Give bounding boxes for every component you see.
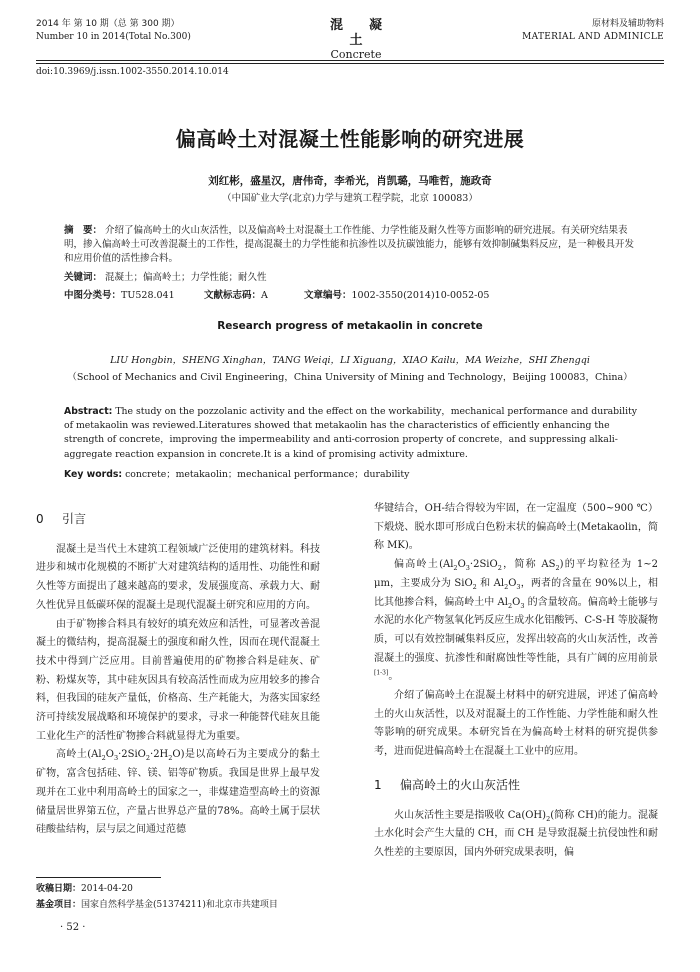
running-header — [36, 18, 664, 61]
header-rule-thin — [36, 63, 664, 64]
issue-info — [36, 18, 191, 44]
text-run: ，两者的含量在 90%以上，相比其他掺合料，偏高岭土中 Al — [374, 577, 658, 608]
paragraph: 混凝土是当代土木建筑工程领域广泛使用的建筑材料。科技进步和城市化规模的不断扩大对建筑结构的适用性、功能性和耐久性等方面提出了越来越高的要求，发展强度高、承载力大、耐久性优异且低碳环保的混凝土是现代混凝土研究和应用的方向。 — [36, 543, 320, 611]
subscript: 3 — [465, 564, 470, 573]
abstract-en-label: Abstract: — [64, 406, 113, 417]
section-heading-intro — [36, 510, 320, 529]
text-run: 高岭土(Al — [56, 749, 102, 761]
abstract-cn-label: 摘 要： — [64, 225, 103, 236]
section-number: 1 — [374, 777, 382, 792]
subscript: 2 — [546, 814, 551, 823]
section-heading-1 — [374, 776, 658, 795]
page-number: · 52 · — [60, 922, 86, 933]
text-run: 和 Al — [476, 577, 505, 589]
section-title: 偏高岭土的火山灰活性 — [400, 777, 521, 792]
paragraph — [374, 556, 658, 687]
citation-ref: [1-3] — [374, 670, 389, 677]
subscript: 2 — [472, 582, 477, 591]
keywords-cn — [64, 269, 267, 283]
keywords-cn-label: 关键词： — [64, 272, 103, 283]
body-column-left — [36, 510, 320, 840]
abstract-cn-text: 介绍了偏高岭土的火山灰活性，以及偏高岭土对混凝土工作性能、力学性能及耐久性等方面影响的研究进展。有关研究结果表明，掺入偏高岭土可改善混凝土的工作性，提高混凝土的力学性能和抗渗性以及抗碳蚀能力，能够有效抑制碱集料反应，是一种极具开发和应用价值的活性掺合料。 — [64, 225, 635, 265]
section-title: 引言 — [62, 512, 87, 526]
paper-title-cn: 偏高岭土对混凝土性能影响的研究进展 — [175, 127, 525, 151]
text-run: O — [105, 749, 114, 761]
clc-label: 中图分类号： — [64, 290, 122, 301]
subscript: 2 — [507, 601, 513, 610]
footnote-fund — [36, 897, 278, 910]
affiliation-cn: （中国矿业大学(北京)力学与建筑工程学院，北京 100083） — [222, 193, 478, 204]
article-number-label: 文章编号： — [304, 290, 352, 301]
text-run: ·2SiO — [469, 559, 498, 571]
section-info — [522, 18, 664, 44]
subscript: 3 — [113, 754, 119, 763]
text-run: ，简称 AS — [501, 559, 556, 571]
paragraph — [374, 807, 658, 863]
text-run: 。 — [388, 671, 399, 683]
body-column-right — [374, 500, 658, 863]
subscript: 2 — [453, 564, 458, 573]
fund-value: 国家自然科学基金(51374211)和北京市共建项目 — [81, 900, 278, 910]
received-label: 收稿日期： — [36, 884, 82, 894]
fund-label: 基金项目： — [36, 900, 82, 910]
subscript: 2 — [168, 754, 173, 763]
subscript: 2 — [555, 564, 560, 573]
abstract-cn — [64, 224, 638, 267]
keywords-cn-text: 混凝土；偏高岭土；力学性能；耐久性 — [105, 272, 267, 283]
doc-code-value: A — [261, 290, 268, 301]
text-run: O — [457, 559, 466, 571]
text-run: 的含量较高。偏高岭土能够与水泥的水化产物氢氧化钙反应生成水化铝酸钙、C-S-H 等胶凝物质，可以有效控制碱集料反应，发挥出较高的火山灰活性，改善混凝土的强度、抗渗性和耐腐蚀性等性能，具有广阔的应用前景 — [374, 596, 658, 664]
issue-cn: 2014 年 第 10 期（总 第 300 期） — [36, 19, 180, 29]
keywords-en-text: concrete；metakaolin；mechanical performance；durability — [125, 469, 410, 480]
section-en: MATERIAL AND ADMINICLE — [522, 32, 664, 42]
section-cn: 原材料及辅助物料 — [591, 19, 664, 29]
text-run: O — [508, 577, 517, 589]
text-run: ·2H — [150, 749, 169, 761]
abstract-en — [64, 405, 638, 462]
text-run: ·2SiO — [118, 749, 146, 761]
subscript: 2 — [101, 754, 106, 763]
text-run: 偏高岭土(Al — [394, 559, 454, 571]
abstract-en-text: The study on the pozzolanic activity and the effect on the workability，mechanical performance and durability of metakaolin was reviewed.Literatures showed that metakaolin has the characteristics of efficiently enhancing the strength of concrete，improving the impermeability and anti-corrosion property of concrete，and suppressing alkali-aggregate reaction expansion in concrete.It is a kind of promising activity admixture. — [64, 406, 638, 460]
text-run: (简称 CH)的能力。混凝土水化时会产生大量的 CH，而 CH 是导致混凝土抗侵蚀性和耐久性差的主要原因，国内外研究成果表明，偏 — [374, 809, 659, 858]
received-value: 2014-04-20 — [81, 884, 133, 894]
text-run: O)是以高岭石为主要成分的黏土矿物，富含包括硅、锌、镁、铝等矿物质。我国是世界上最早发现并在工业中利用高岭土的国家之一，非煤建造型高岭土的资源储量居世界第五位，产量占世界总产量的78%。高岭土属于层状硅酸盐结构，层与层之间通过范德 — [36, 749, 320, 836]
subscript: 2 — [497, 564, 502, 573]
journal-name-cn: 混凝土 — [329, 18, 408, 48]
paragraph: 介绍了偏高岭土在混凝土材料中的研究进展，评述了偏高岭土的火山灰活性，以及对混凝土的工作性能、力学性能和耐久性等影响的研究成果。本研究旨在为偏高岭土材料的研究提供参考，进而促进偏高岭土在混凝土工业中的应用。 — [374, 690, 658, 758]
doc-code — [204, 287, 268, 301]
paper-title-en: Research progress of metakaolin in concrete — [217, 320, 483, 332]
footnote-rule — [36, 877, 161, 878]
text-run: 火山灰活性主要是指吸收 Ca(OH) — [394, 809, 547, 821]
authors-en: LIU Hongbin，SHENG Xinghan，TANG Weiqi，LI Xiguang，XIAO Kailu，MA Weizhe，SHI Zhengqi — [110, 355, 590, 366]
journal-name — [296, 18, 416, 62]
section-number: 0 — [36, 512, 44, 526]
subscript: 2 — [504, 582, 509, 591]
clc — [64, 287, 175, 301]
paragraph — [36, 746, 320, 840]
keywords-en-label: Key words: — [64, 469, 123, 480]
footnote-received — [36, 881, 133, 894]
article-number-value: 1002-3550(2014)10-0052-05 — [351, 290, 490, 301]
clc-value: TU528.041 — [121, 290, 175, 301]
subscript: 2 — [145, 754, 151, 763]
issue-en: Number 10 in 2014(Total No.300) — [36, 32, 191, 42]
affiliation-en: （School of Mechanics and Civil Engineering，China University of Mining and Technology，Beijing 100083，China） — [67, 372, 633, 383]
journal-name-en: Concrete — [330, 48, 382, 61]
subscript: 3 — [516, 582, 521, 591]
subscript: 3 — [520, 601, 525, 610]
authors-cn: 刘红彬，盛星汉，唐伟奇，李希光，肖凯璐，马唯哲，施政奇 — [208, 175, 492, 187]
article-number — [304, 287, 489, 301]
keywords-en — [64, 466, 409, 480]
text-run: O — [512, 596, 521, 608]
paragraph: 由于矿物掺合料具有较好的填充效应和活性，可显著改善混凝土的微结构，提高混凝土的强度和耐久性，因而在现代混凝土技术中得到广泛应用。目前普遍使用的矿物掺合料是硅灰、矿粉、粉煤灰等，其中硅灰因具有较高活性而成为应用较多的掺合料，但我国的硅灰产量低，价格高、生产耗能大，为落实国家经济可持续发展战略和环境保护的要求，寻求一种能替代硅灰且能工业化生产的活性矿物掺合料就显得尤为重要。 — [36, 618, 320, 742]
header-rule-thick — [36, 60, 664, 61]
doi: doi:10.3969/j.issn.1002-3550.2014.10.014 — [36, 67, 229, 77]
paragraph: 华键结合，OH-结合得较为牢固，在一定温度（500~900 ℃）下煅烧、脱水即可形成白色粉末状的偏高岭土(Metakaolin，简称 MK)。 — [374, 503, 658, 552]
text-run: )的平均粒径为 1~2 μm，主要成分为 SiO — [374, 559, 658, 589]
doc-code-label: 文献标志码： — [204, 290, 262, 301]
